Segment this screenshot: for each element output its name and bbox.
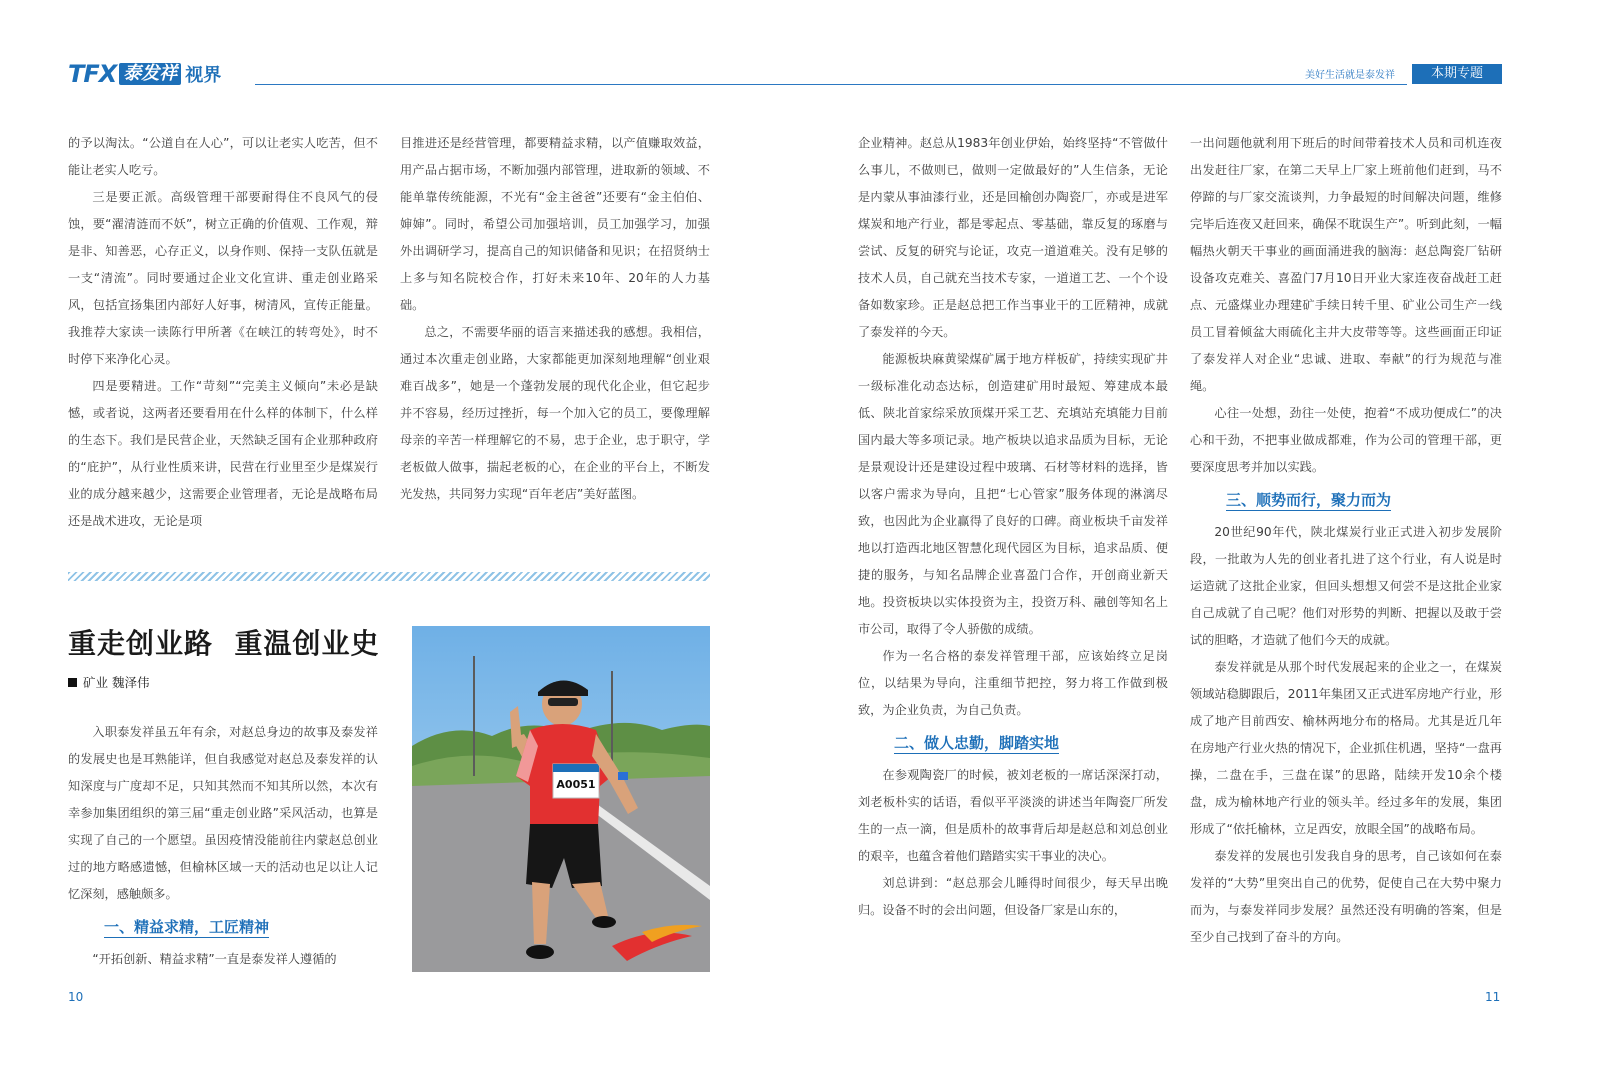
runner-shoe bbox=[526, 945, 554, 959]
runner-photo bbox=[412, 626, 710, 972]
paragraph: 企业精神。赵总从1983年创业伊始，始终坚持“不管做什么事儿，不做则已，做则一定做最好的”人生信条，无论是内蒙从事油漆行业，还是回榆创办陶瓷厂，亦或是进军煤炭和地产行业，都是零起点、零基础，靠反复的琢磨与尝试、反复的研究与论证，攻克一道道难关。没有足够的技术人员，自己就充当技术专家，一道道工艺、一个个设备如数家珍。正是赵总把工作当事业干的工匠精神，成就了泰发祥的今天。 bbox=[858, 136, 1168, 339]
page-number-left: 10 bbox=[68, 990, 84, 1004]
author-text: 矿业 魏泽伟 bbox=[83, 675, 150, 690]
column-3 bbox=[858, 130, 1168, 924]
race-bib-number: A0051 bbox=[556, 778, 596, 791]
magazine-logo bbox=[68, 62, 221, 86]
page-number-right: 11 bbox=[1485, 990, 1501, 1004]
section-heading-2: 二、做人忠勤，脚踏实地 bbox=[894, 734, 1060, 752]
paragraph: “开拓创新、精益求精”一直是泰发祥人遵循的 bbox=[92, 952, 337, 966]
column-4 bbox=[1190, 130, 1502, 951]
hatched-divider bbox=[68, 572, 710, 581]
square-bullet-icon bbox=[68, 678, 77, 687]
paragraph: 作为一名合格的泰发祥管理干部，应该始终立足岗位，以结果为导向，注重细节把控，努力将工作做到极致，为企业负责，为自己负责。 bbox=[858, 649, 1168, 717]
header-rule bbox=[255, 84, 1407, 85]
logo-sub: 视界 bbox=[185, 65, 222, 86]
paragraph: 泰发祥的发展也引发我自身的思考，自己该如何在泰发祥的“大势”里突出自己的优势，促使自己在大势中聚力而为，与泰发祥同步发展？虽然还没有明确的答案，但是至少自己找到了奋斗的方向。 bbox=[1190, 849, 1502, 944]
article-author bbox=[68, 673, 149, 691]
paragraph: 目推进还是经营管理，都要精益求精，以产值赚取效益，用产品占据市场，不断加强内部管理，进取新的领域、不能单靠传统能源，不光有“金主爸爸”还要有“金主伯伯、婶婶”。同时，希望公司加强培训，员工加强学习，加强外出调研学习，提高自己的知识储备和见识；在招贤纳士上多与知名院校合作，打好未来10年、20年的人力基础。 bbox=[400, 136, 710, 312]
paragraph: 能源板块麻黄梁煤矿属于地方样板矿，持续实现矿井一级标准化动态达标，创造建矿用时最短、筹建成本最低、陕北首家综采放顶煤开采工艺、充填站充填能力目前国内最大等多项记录。地产板块以追求品质为目标，无论是景观设计还是建设过程中玻璃、石材等材料的选择，皆以客户需求为导向，且把“七心管家”服务体现的淋漓尽致，也因此为企业赢得了良好的口碑。商业板块千亩发祥地以打造西北地区智慧化现代园区为目标，追求品质、便捷的服务，与知名品牌企业喜盈门合作，开创商业新天地。投资板块以实体投资为主，投资万科、融创等知名上市公司，取得了令人骄傲的成绩。 bbox=[858, 352, 1168, 636]
race-bib-band bbox=[553, 764, 599, 772]
column-2-top bbox=[400, 130, 710, 508]
photo-illustration bbox=[412, 626, 710, 972]
paragraph: 心往一处想，劲往一处使，抱着“不成功便成仁”的决心和干劲，不把事业做成都难，作为公司的管理干部，更要深度思考并加以实践。 bbox=[1190, 406, 1502, 474]
logo-brand: 泰发祥 bbox=[119, 63, 181, 85]
paragraph: 三是要正派。高级管理干部要耐得住不良风气的侵蚀，要“濯清涟而不妖”，树立正确的价值观、工作观，辩是非、知善恶，心存正义，以身作则、保持一支队伍就是一支“清流”。同时要通过企业文化宣讲、重走创业路采风，包括宣扬集团内部好人好事，树清风，宣传正能量。我推荐大家读一读陈行甲所著《在峡江的转弯处》，时不时停下来净化心灵。 bbox=[68, 190, 378, 366]
section-heading-3: 三、顺势而行，聚力而为 bbox=[1226, 491, 1392, 509]
runner-shoe bbox=[592, 916, 616, 928]
paragraph: 总之，不需要华丽的语言来描述我的感想。我相信，通过本次重走创业路，大家都能更加深刻地理解“创业艰难百战多”，她是一个蓬勃发展的现代化企业，但它起步并不容易，经历过挫折，每一个加入它的员工，要像理解母亲的辛苦一样理解它的不易，忠于企业，忠于职守，学老板做人做事，揣起老板的心，在企业的平台上，不断发光发热，共同努力实现“百年老店”美好蓝图。 bbox=[400, 325, 710, 501]
wristband bbox=[618, 772, 628, 780]
column-1-bottom bbox=[68, 719, 378, 973]
header-slogan: 美好生活就是泰发祥 bbox=[1305, 70, 1395, 81]
sunglasses bbox=[548, 698, 578, 706]
logo-tfx: TFX bbox=[68, 60, 117, 88]
paragraph: 刘总讲到：“赵总那会儿睡得时间很少，每天早出晚归。设备不时的会出问题，但设备厂家是山东的， bbox=[858, 876, 1168, 917]
paragraph: 在参观陶瓷厂的时候，被刘老板的一席话深深打动，刘老板朴实的话语，看似平平淡淡的讲述当年陶瓷厂所发生的一点一滴，但是质朴的故事背后却是赵总和刘总创业的艰辛，也蕴含着他们踏踏实实干事业的决心。 bbox=[858, 768, 1168, 863]
intro-paragraph: 入职泰发祥虽五年有余，对赵总身边的故事及泰发祥的发展史也是耳熟能详，但自我感觉对赵总及泰发祥的认知深度与广度却不足，只知其然而不知其所以然，本次有幸参加集团组织的第三届“重走创业路”采风活动，也算是实现了自己的一个愿望。虽因疫情没能前往内蒙赵总创业过的地方略感遗憾，但榆林区域一天的活动也足以让人记忆深刻，感触颇多。 bbox=[68, 725, 378, 901]
paragraph: 的予以淘汰。“公道自在人心”，可以让老实人吃苦，但不能让老实人吃亏。 bbox=[68, 136, 378, 177]
paragraph: 一出问题他就利用下班后的时间带着技术人员和司机连夜出发赶往厂家，在第二天早上厂家上班前他们赶到，马不停蹄的与厂家交流谈判，力争最短的时间解决问题，维修完毕后连夜又赶回来，确保不耽误生产”。听到此刻，一幅幅热火朝天干事业的画面涌进我的脑海：赵总陶瓷厂钻研设备攻克难关、喜盈门7月10日开业大家连夜奋战赶工赶点、元盛煤业办理建矿手续日转千里、矿业公司生产一线员工冒着倾盆大雨硫化主井大皮带等等。这些画面正印证了泰发祥人对企业“忠诚、进取、奉献”的行为规范与准绳。 bbox=[1190, 136, 1502, 393]
paragraph: 泰发祥就是从那个时代发展起来的企业之一，在煤炭领域站稳脚跟后，2011年集团又正式进军房地产行业，形成了地产目前西安、榆林两地分布的格局。尤其是近几年在房地产行业火热的情况下，企业抓住机遇，坚持“一盘再操，二盘在手，三盘在谋”的思路，陆续开发10余个楼盘，成为榆林地产行业的领头羊。经过多年的发展，集团形成了“依托榆林，立足西安，放眼全国”的战略布局。 bbox=[1190, 660, 1502, 836]
paragraph: 20世纪90年代，陕北煤炭行业正式进入初步发展阶段，一批敢为人先的创业者扎进了这个行业，有人说是时运造就了这批企业家，但回头想想又何尝不是这批企业家自己成就了自己呢？他们对形势的判断、把握以及敢于尝试的胆略，才造就了他们今天的成就。 bbox=[1190, 525, 1502, 647]
section-heading-1: 一、精益求精，工匠精神 bbox=[104, 918, 270, 936]
column-1-top bbox=[68, 130, 378, 535]
section-tag: 本期专题 bbox=[1412, 64, 1502, 84]
article-title: 重走创业路 重温创业史 bbox=[68, 627, 380, 660]
paragraph: 四是要精进。工作“苛刻”“完美主义倾向”未必是缺憾，或者说，这两者还要看用在什么样的体制下，什么样的生态下。我们是民营企业，天然缺乏国有企业那种政府的“庇护”，从行业性质来讲，民营在行业里至少是煤炭行业的成分越来越少，这需要企业管理者，无论是战略布局还是战术进攻，无论是项 bbox=[68, 379, 378, 528]
